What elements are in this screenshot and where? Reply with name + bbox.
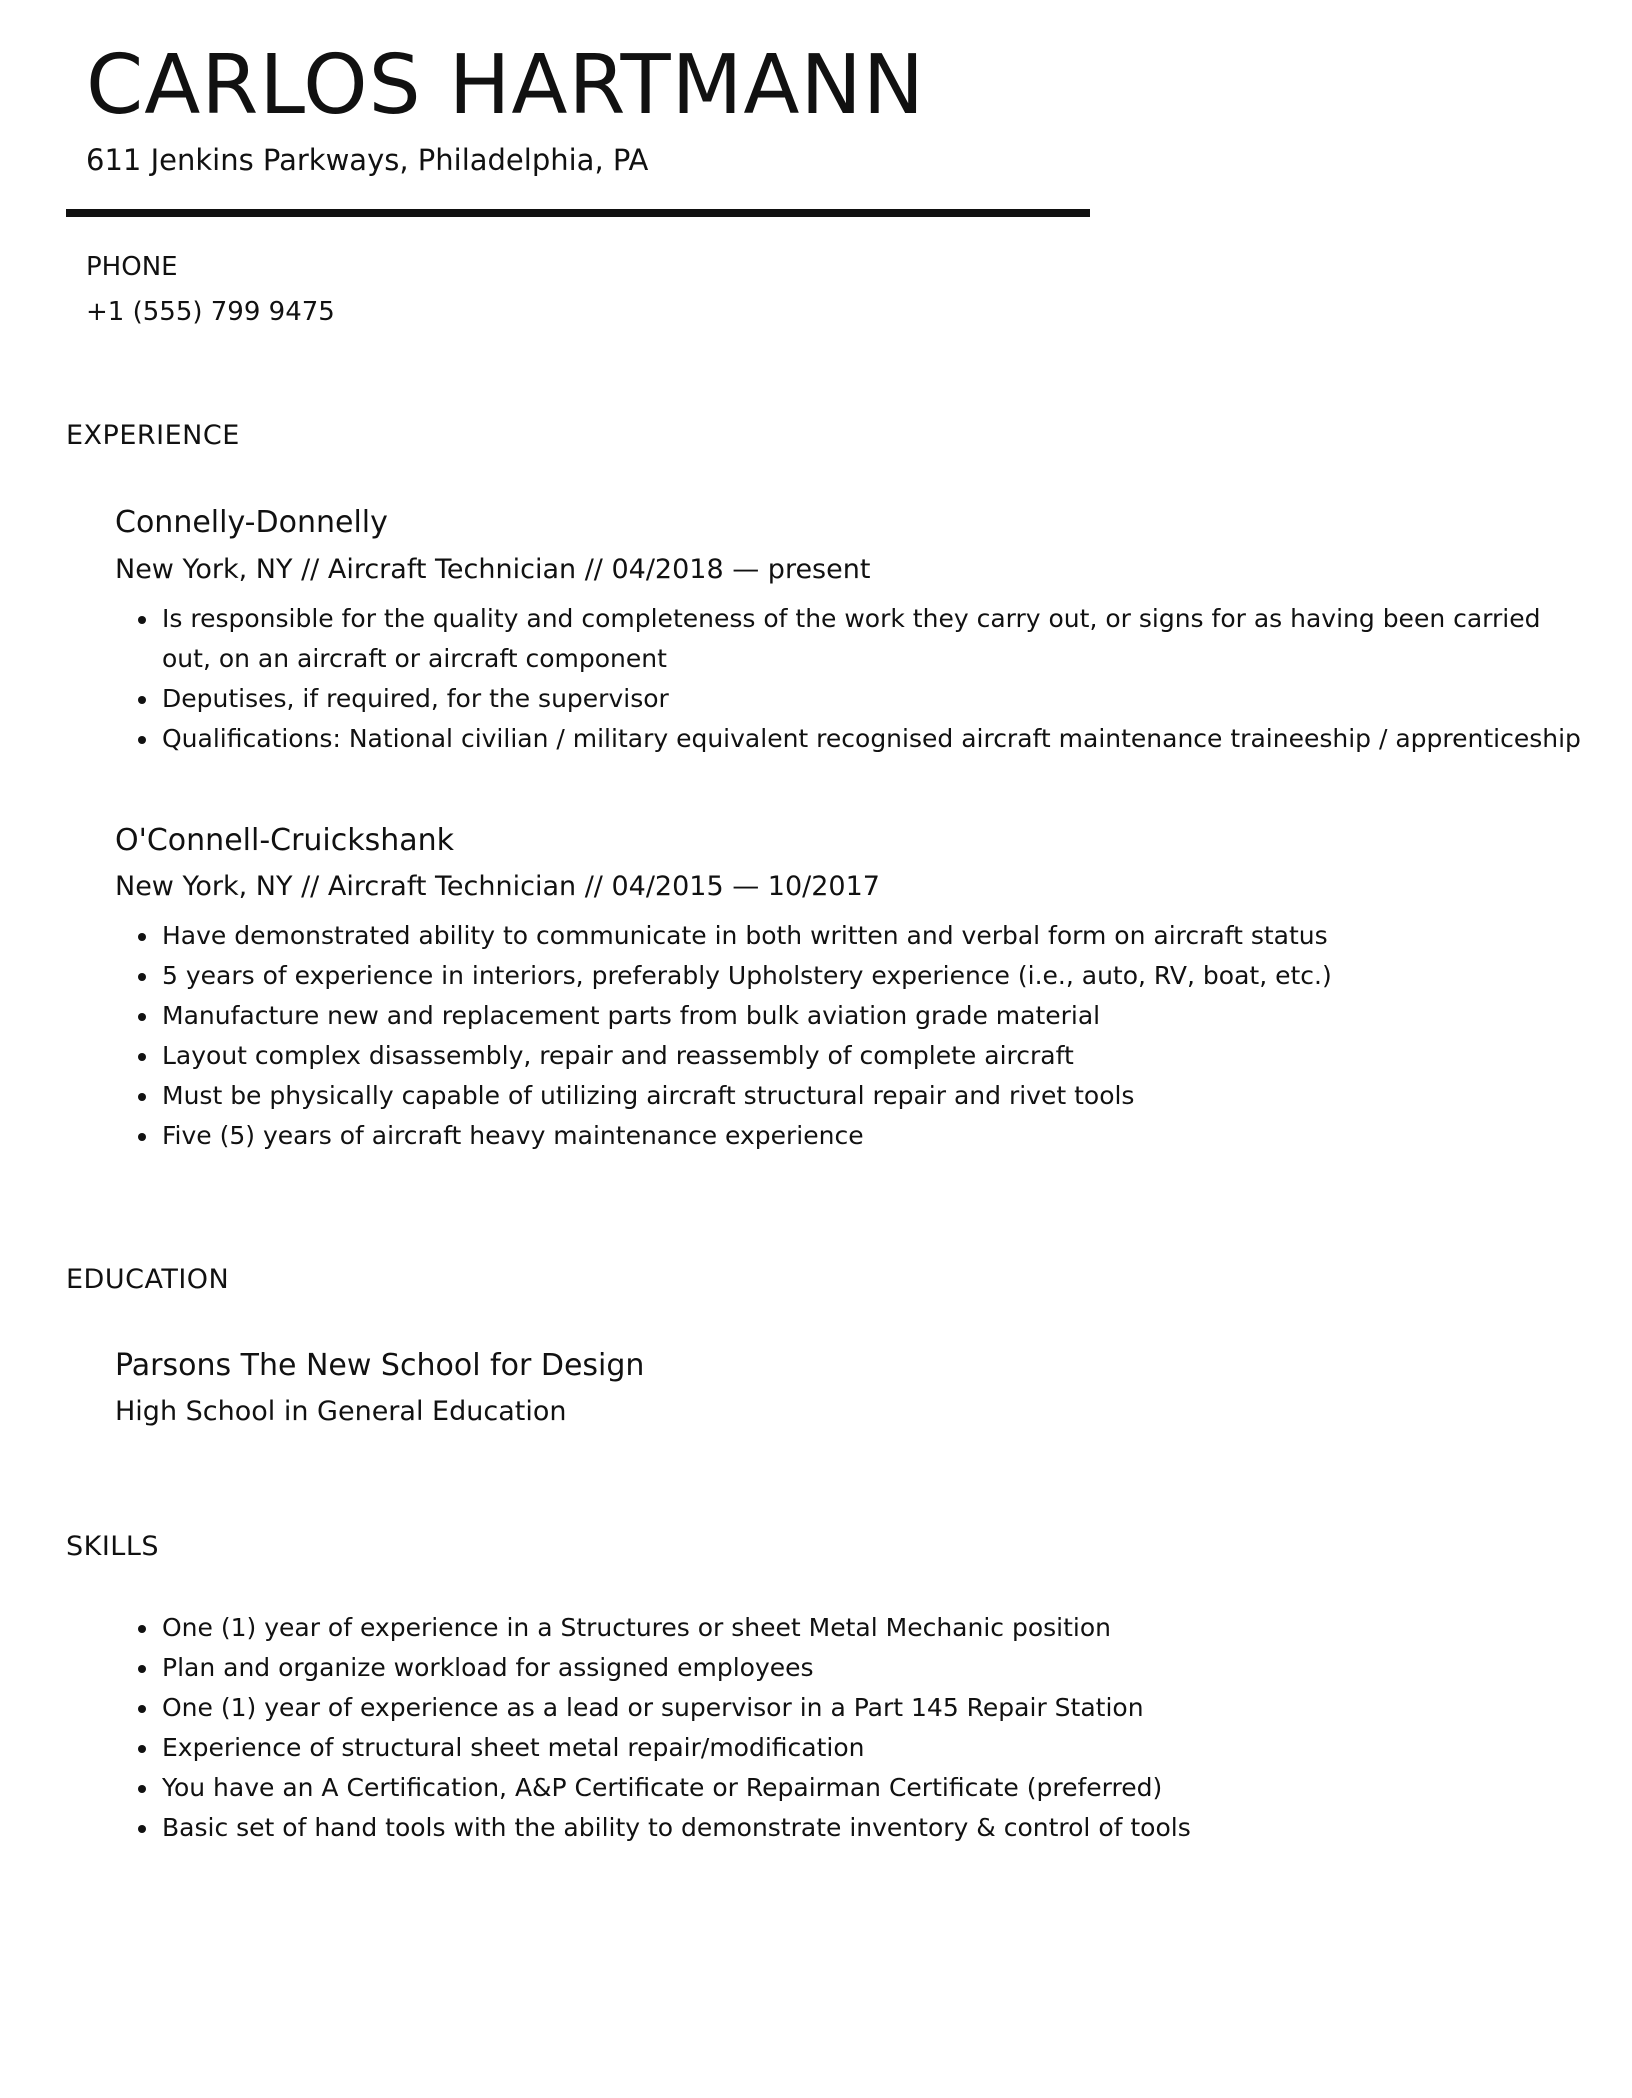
job-bullet: Qualifications: National civilian / military equivalent recognised aircraft maintenance traineeship / apprenticeship [162, 719, 1582, 759]
job-bullet: Five (5) years of aircraft heavy maintenance experience [162, 1116, 1582, 1156]
education-heading: EDUCATION [66, 1264, 230, 1295]
job-bullet-list [115, 599, 1582, 759]
skill-item: One (1) year of experience in a Structures or sheet Metal Mechanic position [162, 1608, 1582, 1648]
job-details: New York, NY // Aircraft Technician // 04/2015 — 10/2017 [115, 871, 880, 902]
experience-heading: EXPERIENCE [66, 420, 240, 451]
job-bullet: Layout complex disassembly, repair and reassembly of complete aircraft [162, 1036, 1582, 1076]
job-bullet: Deputises, if required, for the supervisor [162, 679, 1582, 719]
job-bullet: 5 years of experience in interiors, preferably Upholstery experience (i.e., auto, RV, boat, etc.) [162, 956, 1582, 996]
skill-item: One (1) year of experience as a lead or supervisor in a Part 145 Repair Station [162, 1688, 1582, 1728]
job-details: New York, NY // Aircraft Technician // 04/2018 — present [115, 554, 871, 585]
skills-list [115, 1608, 1582, 1848]
job-bullet-list [115, 916, 1582, 1156]
job-bullet: Have demonstrated ability to communicate in both written and verbal form on aircraft status [162, 916, 1582, 956]
job-company: O'Connell-Cruickshank [115, 823, 455, 858]
skill-item: Experience of structural sheet metal repair/modification [162, 1728, 1582, 1768]
skills-heading: SKILLS [66, 1531, 160, 1562]
skill-item: You have an A Certification, A&P Certificate or Repairman Certificate (preferred) [162, 1768, 1582, 1808]
job-bullet: Manufacture new and replacement parts from bulk aviation grade material [162, 996, 1582, 1036]
job-bullet: Is responsible for the quality and completeness of the work they carry out, or signs for as having been carried out, on an aircraft or aircraft component [162, 599, 1582, 679]
skill-item: Basic set of hand tools with the ability to demonstrate inventory & control of tools [162, 1808, 1582, 1848]
job-company: Connelly-Donnelly [115, 505, 388, 540]
job-bullet: Must be physically capable of utilizing aircraft structural repair and rivet tools [162, 1076, 1582, 1116]
candidate-name: CARLOS HARTMANN [86, 38, 926, 133]
header-divider [66, 209, 1090, 217]
degree: High School in General Education [115, 1396, 567, 1427]
school-name: Parsons The New School for Design [115, 1348, 645, 1383]
phone-number: +1 (555) 799 9475 [86, 297, 335, 327]
candidate-address: 611 Jenkins Parkways, Philadelphia, PA [86, 143, 649, 177]
skill-item: Plan and organize workload for assigned employees [162, 1648, 1582, 1688]
phone-label: PHONE [86, 252, 178, 282]
